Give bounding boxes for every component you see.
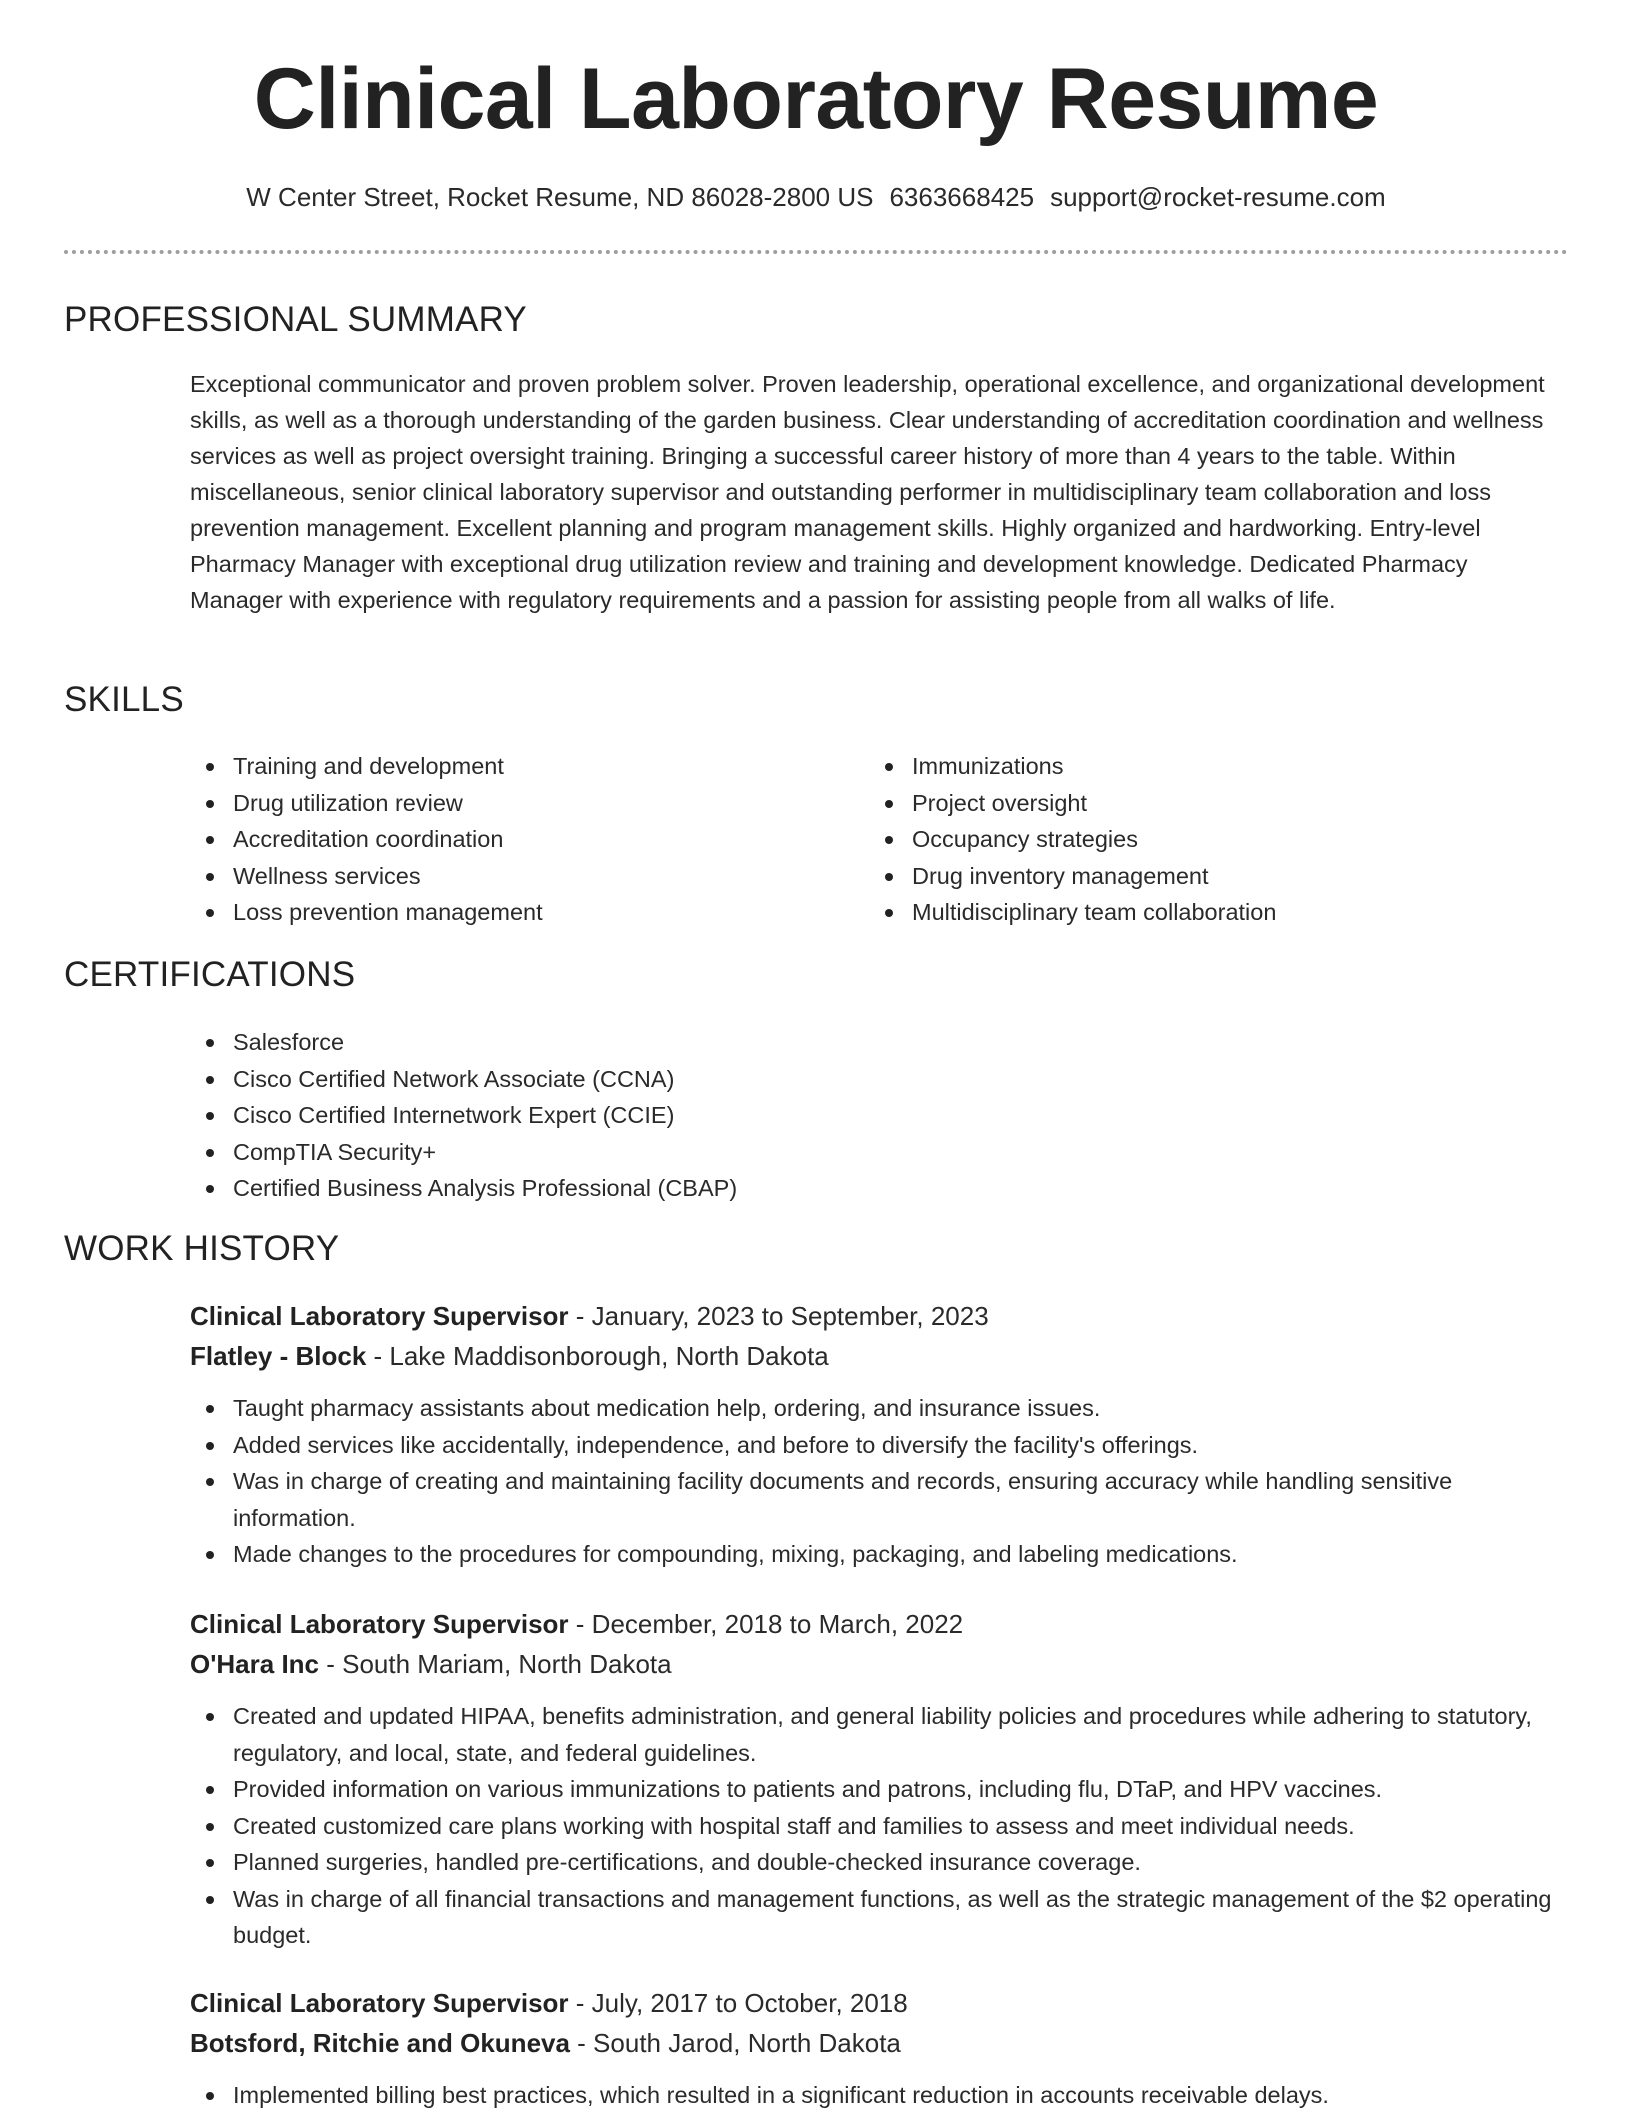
certifications-list — [190, 1024, 1190, 1207]
job-bullet: Created and updated HIPAA, benefits administration, and general liability policies and procedures while adhering to statutory, regulatory, and local, state, and federal guidelines. — [190, 1698, 1570, 1771]
job-location: - Lake Maddisonborough, North Dakota — [366, 1341, 829, 1371]
contact-line — [0, 182, 1632, 213]
certification-item: Cisco Certified Network Associate (CCNA) — [190, 1061, 1190, 1098]
job-company: Flatley - Block — [190, 1341, 367, 1371]
job-location: - South Mariam, North Dakota — [319, 1649, 672, 1679]
certification-item: Certified Business Analysis Professional (CBAP) — [190, 1170, 1190, 1207]
job-dates: - January, 2023 to September, 2023 — [568, 1301, 989, 1331]
skill-item: Accreditation coordination — [190, 821, 830, 858]
job-entry — [190, 1604, 1570, 1954]
job-location: - South Jarod, North Dakota — [569, 2028, 901, 2058]
contact-email: support@rocket-resume.com — [1050, 182, 1386, 212]
certification-item: CompTIA Security+ — [190, 1134, 1190, 1171]
skill-item: Multidisciplinary team collaboration — [869, 894, 1509, 931]
skill-item: Occupancy strategies — [869, 821, 1509, 858]
skill-item: Drug inventory management — [869, 858, 1509, 895]
job-bullet: Created customized care plans working with hospital staff and families to assess and meet individual needs. — [190, 1808, 1570, 1845]
section-heading-skills: SKILLS — [64, 680, 184, 719]
job-title: Clinical Laboratory Supervisor — [190, 1988, 569, 2018]
job-company-line — [190, 2023, 1570, 2063]
contact-address: W Center Street, Rocket Resume, ND 86028-2800 US — [246, 182, 874, 212]
job-bullet: Planned surgeries, handled pre-certifications, and double-checked insurance coverage. — [190, 1844, 1570, 1881]
section-heading-work-history: WORK HISTORY — [64, 1229, 340, 1268]
skills-column-left — [190, 748, 830, 931]
skill-item: Wellness services — [190, 858, 830, 895]
job-bullet: Was in charge of creating and maintaining facility documents and records, ensuring accuracy while handling sensitive information. — [190, 1463, 1570, 1536]
job-dates: - December, 2018 to March, 2022 — [568, 1609, 964, 1639]
skill-item: Training and development — [190, 748, 830, 785]
job-bullet: Added services like accidentally, independence, and before to diversify the facility's offerings. — [190, 1427, 1570, 1464]
job-title: Clinical Laboratory Supervisor — [190, 1609, 569, 1639]
job-title: Clinical Laboratory Supervisor — [190, 1301, 569, 1331]
certification-item: Cisco Certified Internetwork Expert (CCIE) — [190, 1097, 1190, 1134]
contact-phone: 6363668425 — [889, 182, 1035, 212]
skill-item: Loss prevention management — [190, 894, 830, 931]
job-bullet: Made changes to the procedures for compounding, mixing, packaging, and labeling medications. — [190, 1536, 1570, 1573]
job-company-line — [190, 1336, 1570, 1376]
job-dates: - July, 2017 to October, 2018 — [568, 1988, 908, 2018]
professional-summary: Exceptional communicator and proven problem solver. Proven leadership, operational excellence, and organizational development skills, as well as a thorough understanding of the garden business. Clear understanding of accreditation coordination and wellness services as well as project oversight training. Bringing a successful career history of more than 4 years to the table. Within miscellaneous, senior clinical laboratory supervisor and outstanding performer in multidisciplinary team collaboration and loss prevention management. Excellent planning and program management skills. Highly organized and hardworking. Entry-level Pharmacy Manager with exceptional drug utilization review and training and development knowledge. Dedicated Pharmacy Manager with experience with regulatory requirements and a passion for assisting people from all walks of life. — [190, 371, 1545, 613]
job-bullet: Implemented billing best practices, which resulted in a significant reduction in accounts receivable delays. — [190, 2077, 1570, 2114]
job-entry — [190, 1983, 1570, 2114]
skill-item: Immunizations — [869, 748, 1509, 785]
skills-column-right — [869, 748, 1509, 931]
skill-item: Project oversight — [869, 785, 1509, 822]
job-bullet: Taught pharmacy assistants about medication help, ordering, and insurance issues. — [190, 1390, 1570, 1427]
job-entry — [190, 1296, 1570, 1573]
header-divider — [64, 250, 1568, 254]
job-company: Botsford, Ritchie and Okuneva — [190, 2028, 570, 2058]
skill-item: Drug utilization review — [190, 785, 830, 822]
job-title-line — [190, 1296, 1570, 1336]
resume-title: Clinical Laboratory Resume — [253, 51, 1379, 147]
section-heading-certifications: CERTIFICATIONS — [64, 955, 356, 994]
job-title-line — [190, 1983, 1570, 2023]
section-heading-summary: PROFESSIONAL SUMMARY — [64, 300, 527, 339]
job-bullet: Was in charge of all financial transactions and management functions, as well as the strategic management of the $2 operating budget. — [190, 1881, 1570, 1954]
certification-item: Salesforce — [190, 1024, 1190, 1061]
job-bullet: Provided information on various immunizations to patients and patrons, including flu, DTaP, and HPV vaccines. — [190, 1771, 1570, 1808]
job-company-line — [190, 1644, 1570, 1684]
job-title-line — [190, 1604, 1570, 1644]
job-company: O'Hara Inc — [190, 1649, 320, 1679]
